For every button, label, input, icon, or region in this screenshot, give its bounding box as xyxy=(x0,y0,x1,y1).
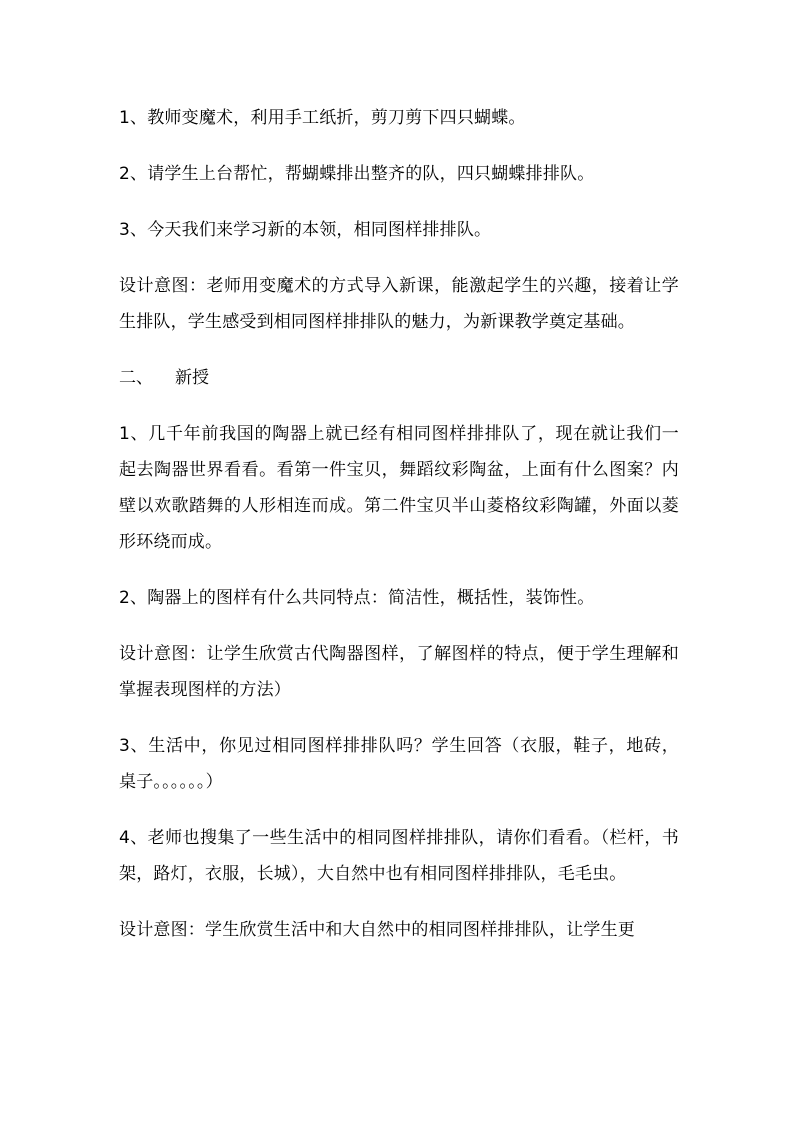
paragraph-lesson-2: 2、陶器上的图样有什么共同特点：简洁性，概括性，装饰性。 xyxy=(119,588,595,608)
paragraph-intro-1: 1、教师变魔术，利用手工纸折，剪刀剪下四只蝴蝶。 xyxy=(119,108,526,128)
paragraph-lesson-3: 3、生活中，你见过相同图样排排队吗？学生回答（衣服，鞋子，地砖，桌子。。。。。。） xyxy=(119,736,679,792)
paragraph-intro-2: 2、请学生上台帮忙，帮蝴蝶排出整齐的队，四只蝴蝶排排队。 xyxy=(119,164,595,184)
paragraph-lesson-4: 4、老师也搜集了一些生活中的相同图样排排队，请你们看看。（栏杆，书架，路灯，衣服，长城），大自然中也有相同图样排排队，毛毛虫。 xyxy=(119,828,679,884)
document-body xyxy=(119,100,679,968)
design-intent-pottery: 设计意图：让学生欣赏古代陶器图样，了解图样的特点，便于学生理解和掌握表现图样的方法） xyxy=(119,644,679,700)
design-intent-intro: 设计意图：老师用变魔术的方式导入新课，能激起学生的兴趣，接着让学生排队，学生感受到相同图样排排队的魅力，为新课教学奠定基础。 xyxy=(119,276,679,332)
section-number: 二、 xyxy=(119,368,153,388)
paragraph-lesson-1: 1、几千年前我国的陶器上就已经有相同图样排排队了，现在就让我们一起去陶器世界看看。看第一件宝贝，舞蹈纹彩陶盆，上面有什么图案？内壁以欢歌踏舞的人形相连而成。第二件宝贝半山菱格纹彩陶罐，外面以菱形环绕而成。 xyxy=(119,424,679,552)
paragraph-intro-3: 3、今天我们来学习新的本领，相同图样排排队。 xyxy=(119,220,492,240)
design-intent-life: 设计意图：学生欣赏生活中和大自然中的相同图样排排队，让学生更 xyxy=(119,920,635,940)
section-title: 新授 xyxy=(175,368,209,388)
section-heading-new-lesson xyxy=(119,360,679,396)
